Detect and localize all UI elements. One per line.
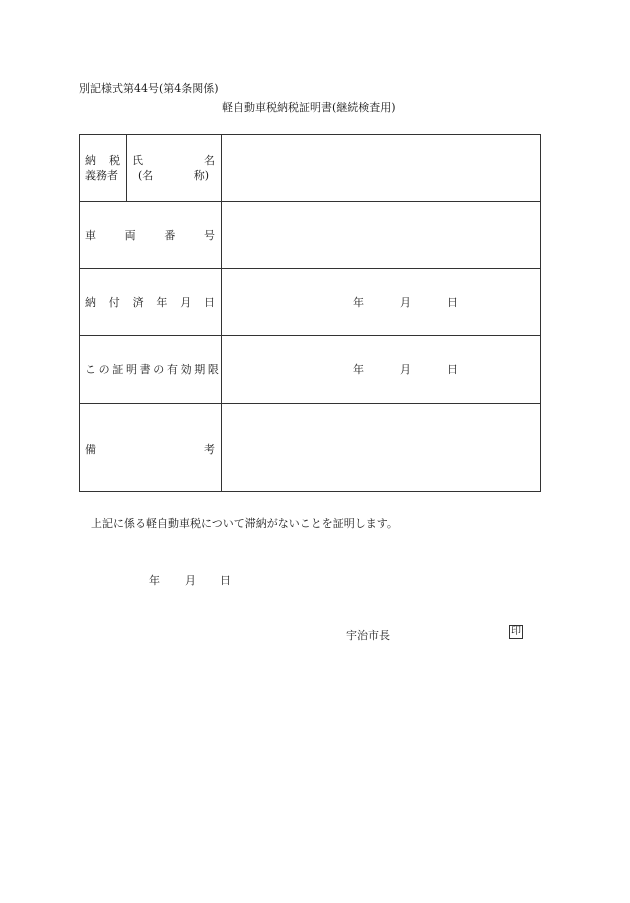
- issue-date-month-unit: 月: [185, 574, 196, 587]
- vehicle-number-value[interactable]: [222, 202, 541, 268]
- validity-day-unit: 日: [447, 363, 458, 376]
- document-title: 軽自動車税納税証明書(継続検査用): [222, 101, 396, 114]
- payment-date-month-unit: 月: [400, 296, 411, 309]
- row-divider-3: [80, 335, 540, 336]
- remarks-label: 備 考: [85, 443, 215, 456]
- payment-date-day-unit: 日: [447, 296, 458, 309]
- issue-date-day-unit: 日: [220, 574, 231, 587]
- certification-statement: 上記に係る軽自動車税について滞納がないことを証明します。: [91, 517, 398, 530]
- taxpayer-name-value[interactable]: [222, 135, 541, 201]
- name-label: 氏 名: [132, 154, 215, 167]
- issue-date-year-unit: 年: [149, 574, 160, 587]
- payment-date-year-unit: 年: [353, 296, 364, 309]
- validity-year-unit: 年: [353, 363, 364, 376]
- remarks-value[interactable]: [222, 404, 541, 492]
- seal-mark: 印: [511, 626, 521, 637]
- payment-date-label: 納 付 済 年 月 日: [85, 296, 215, 309]
- name-sub-label: (名 称): [138, 169, 209, 182]
- issuer-name: 宇治市長: [346, 629, 390, 642]
- validity-label: こ の 証 明 書 の 有 効 期 限: [85, 363, 219, 376]
- taxpayer-label-top: 納 税: [85, 154, 120, 167]
- row-divider-2: [80, 268, 540, 269]
- form-reference: 別記様式第44号(第4条関係): [79, 82, 219, 95]
- taxpayer-label-bottom: 義務者: [85, 169, 118, 182]
- vehicle-number-label: 車 両 番 号: [85, 229, 215, 242]
- taxpayer-sub-divider: [126, 135, 127, 201]
- certificate-table: [79, 134, 541, 492]
- validity-month-unit: 月: [400, 363, 411, 376]
